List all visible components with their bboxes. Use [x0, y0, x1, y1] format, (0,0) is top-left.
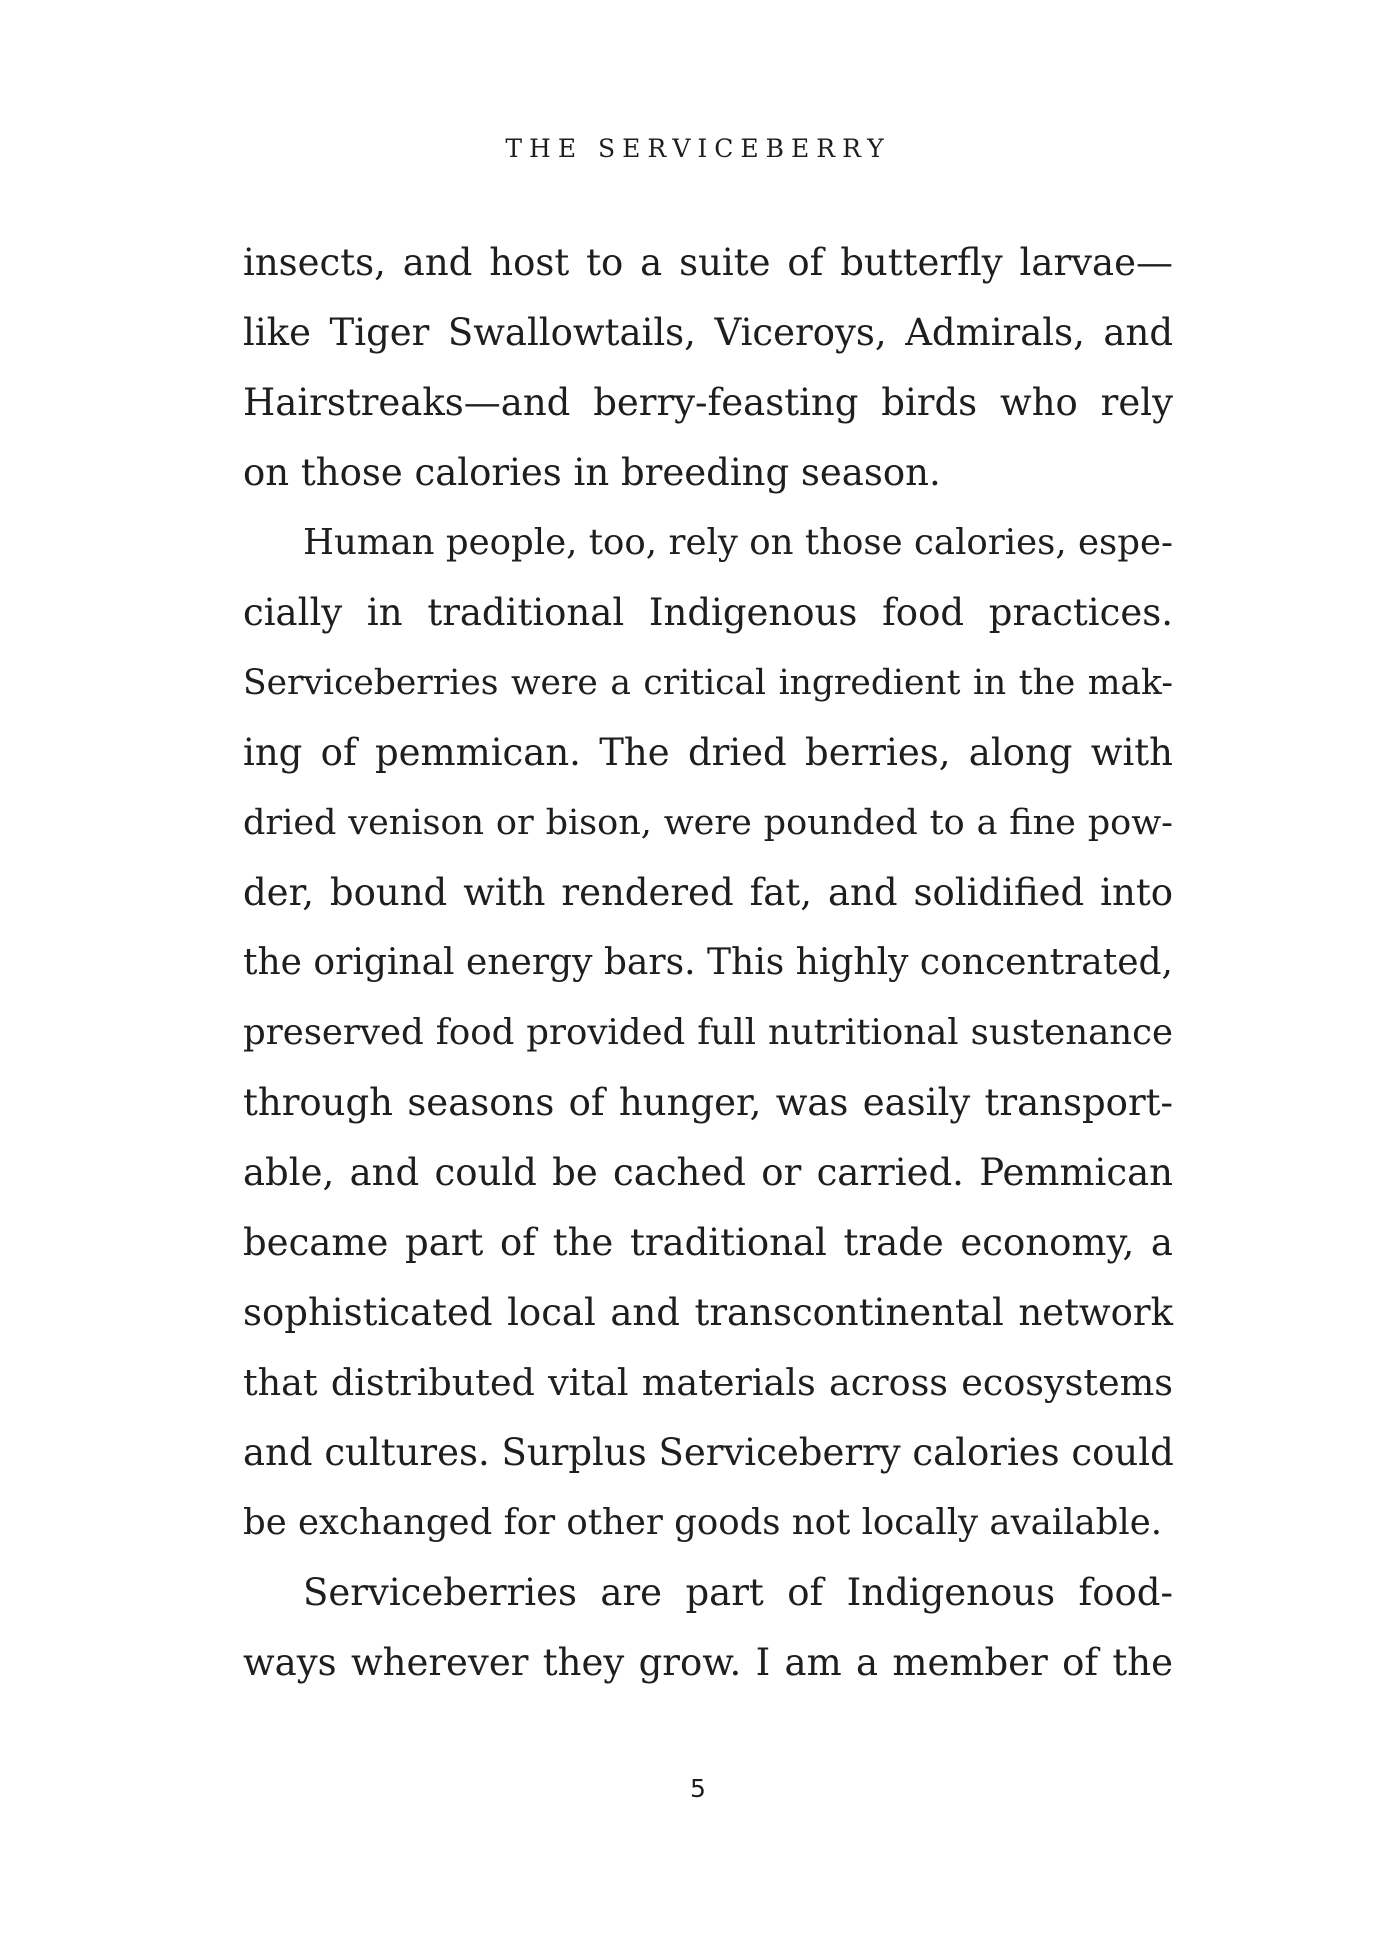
text-line-9: dried venison or bison, were pounded to a fine pow- — [243, 803, 1173, 843]
text-line-18: and cultures. Surplus Serviceberry calories could — [243, 1431, 1174, 1474]
text-line-21: ways wherever they grow. I am a member of the — [243, 1641, 1173, 1684]
text-line-8: ing of pemmican. The dried berries, along with — [243, 731, 1173, 774]
text-line-4: on those calories in breeding season. — [243, 451, 941, 494]
text-line-1: insects, and host to a suite of butterfly larvae— — [243, 241, 1173, 284]
text-line-5: Human people, too, rely on those calories, espe- — [303, 522, 1173, 563]
text-line-7: Serviceberries were a critical ingredient in the mak- — [243, 663, 1173, 703]
text-line-2: like Tiger Swallowtails, Viceroys, Admirals, and — [243, 311, 1173, 354]
running-head-title: THE SERVICEBERRY — [505, 134, 891, 163]
text-line-6: cially in traditional Indigenous food practices. — [243, 591, 1173, 634]
text-line-17: that distributed vital materials across ecosystems — [243, 1361, 1173, 1404]
page-number: 5 — [690, 1774, 706, 1803]
text-line-16: sophisticated local and transcontinental network — [243, 1291, 1173, 1334]
text-line-14: able, and could be cached or carried. Pemmican — [243, 1151, 1173, 1194]
text-line-12: preserved food provided full nutritional sustenance — [243, 1012, 1173, 1053]
text-line-15: became part of the traditional trade economy, a — [243, 1221, 1173, 1264]
text-line-13: through seasons of hunger, was easily transport- — [243, 1081, 1173, 1124]
text-line-11: the original energy bars. This highly concentrated, — [243, 942, 1173, 983]
text-line-20: Serviceberries are part of Indigenous food- — [303, 1571, 1173, 1614]
text-line-3: Hairstreaks—and berry-feasting birds who rely — [243, 381, 1173, 424]
text-line-10: der, bound with rendered fat, and solidified into — [243, 871, 1173, 914]
text-line-19: be exchanged for other goods not locally available. — [243, 1502, 1163, 1543]
